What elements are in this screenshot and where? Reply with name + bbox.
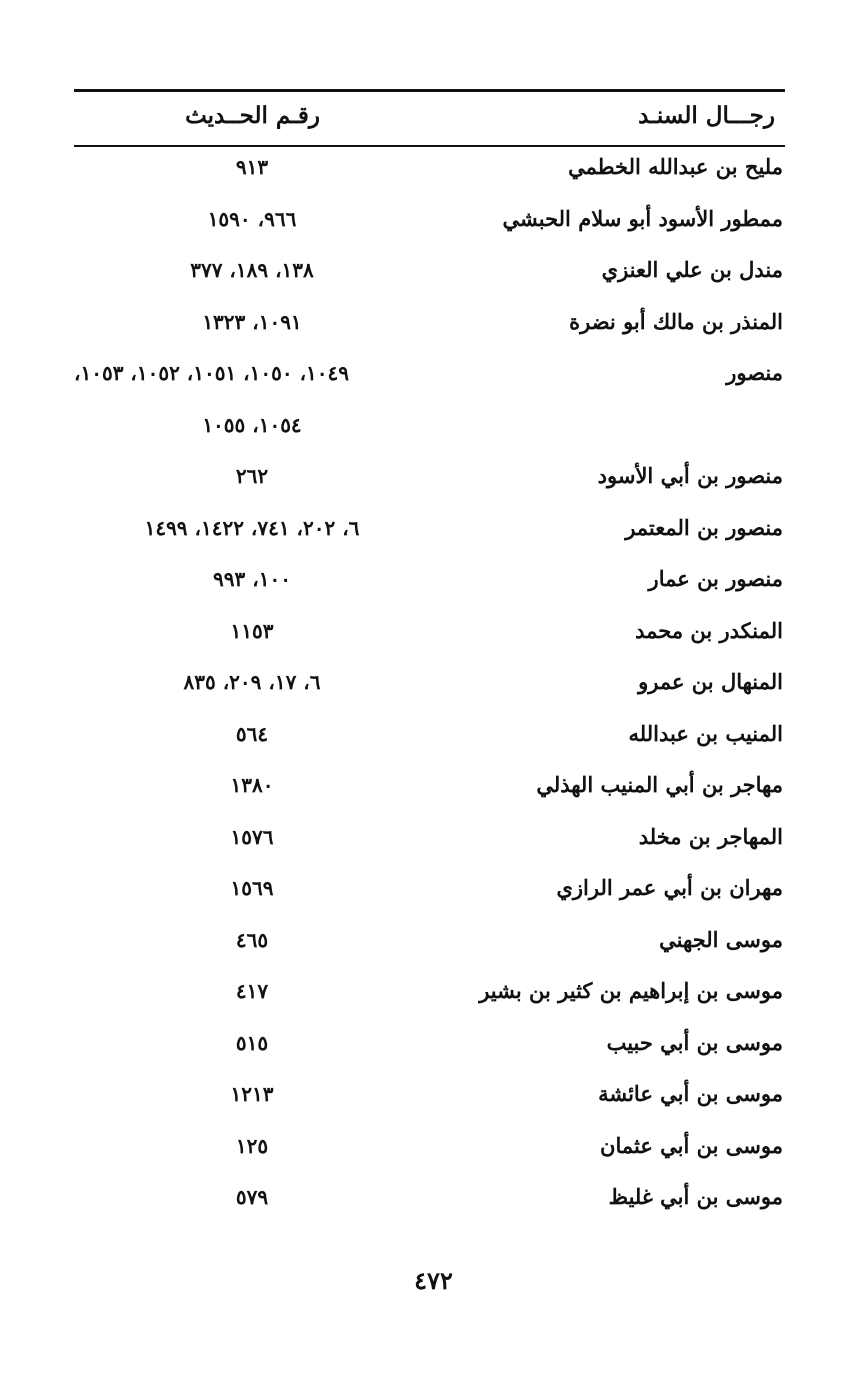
narrator-name: منصور xyxy=(726,360,783,385)
hadith-numbers: ٥١٥ xyxy=(235,1030,269,1055)
narrator-name: مندل بن علي العنزي xyxy=(601,257,783,282)
table-row xyxy=(74,816,785,868)
hadith-numbers: ٥٧٩ xyxy=(235,1185,269,1209)
narrators-column-header: رجـــال السنـد xyxy=(638,102,775,129)
narrator-name: مهران بن أبي عمر الرازي xyxy=(556,875,783,900)
hadith-numbers: ١١٥٣ xyxy=(230,618,274,643)
narrator-name: منصور بن عمار xyxy=(648,566,783,591)
hadith-numbers: ٩٦٦، ١٥٩٠ xyxy=(207,206,297,231)
table-row xyxy=(74,764,785,816)
table-row xyxy=(74,919,785,971)
table-row xyxy=(74,970,785,1022)
narrator-name: المنيب بن عبدالله xyxy=(628,720,783,746)
table-row xyxy=(74,1176,785,1228)
page-number: ٤٧٢ xyxy=(414,1266,453,1295)
narrator-name: موسى بن أبي غليظ xyxy=(608,1184,783,1209)
table-header xyxy=(74,96,785,142)
table-row xyxy=(74,558,785,610)
narrator-name: المنذر بن مالك أبو نضرة xyxy=(569,308,783,334)
table-row xyxy=(74,1073,785,1125)
hadith-numbers: ٥٦٤ xyxy=(235,721,269,746)
index-table xyxy=(74,146,785,1228)
narrator-name: مهاجر بن أبي المنيب الهذلي xyxy=(536,772,783,797)
hadith-numbers: ٤١٧ xyxy=(235,979,269,1003)
top-rule xyxy=(74,89,785,92)
table-row xyxy=(74,610,785,662)
narrator-name: موسى بن أبي حبيب xyxy=(606,1029,783,1055)
narrator-name: منصور بن المعتمر xyxy=(625,514,783,540)
narrator-name: موسى بن أبي عثمان xyxy=(600,1132,783,1158)
hadith-numbers: ٦، ٢٠٢، ٧٤١، ١٤٢٢، ١٤٩٩ xyxy=(144,515,360,540)
narrator-name: المنهال بن عمرو xyxy=(638,669,783,694)
hadith-numbers: ١٣٨، ١٨٩، ٣٧٧ xyxy=(190,258,314,282)
table-row xyxy=(74,404,785,456)
narrator-name: ممطور الأسود أبو سلام الحبشي xyxy=(502,205,783,231)
hadith-numbers: ١٢١٣ xyxy=(230,1082,274,1106)
table-row xyxy=(74,661,785,713)
narrator-name: منصور بن أبي الأسود xyxy=(597,463,783,488)
hadith-numbers: ٩١٣ xyxy=(235,155,269,179)
table-row xyxy=(74,867,785,919)
table-row xyxy=(74,198,785,250)
hadith-numbers: ١٠٩١، ١٣٢٣ xyxy=(202,309,302,334)
hadith-numbers: ١٠٤٩، ١٠٥٠، ١٠٥١، ١٠٥٢، ١٠٥٣، xyxy=(74,361,349,385)
hadith-numbers: ٦، ١٧، ٢٠٩، ٨٣٥ xyxy=(183,670,321,694)
hadith-numbers: ١٥٧٦ xyxy=(230,824,274,849)
table-row xyxy=(74,455,785,507)
narrator-name: موسى بن إبراهيم بن كثير بن بشير xyxy=(479,978,783,1003)
narrator-name: المهاجر بن مخلد xyxy=(638,823,783,849)
table-row xyxy=(74,301,785,353)
table-row xyxy=(74,146,785,198)
table-row xyxy=(74,249,785,301)
table-row xyxy=(74,507,785,559)
hadith-number-column-header: رقـم الحــديث xyxy=(185,102,320,129)
hadith-numbers: ١٣٨٠ xyxy=(230,773,274,797)
narrator-name: مليح بن عبدالله الخطمي xyxy=(568,154,783,179)
narrator-name: موسى الجهني xyxy=(659,926,783,952)
table-row xyxy=(74,1022,785,1074)
hadith-numbers: ١٥٦٩ xyxy=(230,876,274,900)
hadith-numbers: ١٢٥ xyxy=(235,1133,269,1158)
table-row xyxy=(74,1125,785,1177)
hadith-numbers: ١٠٠، ٩٩٣ xyxy=(213,567,291,591)
table-row xyxy=(74,352,785,404)
hadith-numbers: ٢٦٢ xyxy=(235,464,269,488)
hadith-numbers: ١٠٥٤، ١٠٥٥ xyxy=(202,412,302,437)
narrator-name: موسى بن أبي عائشة xyxy=(598,1081,783,1106)
hadith-numbers: ٤٦٥ xyxy=(235,927,269,952)
narrator-name: المنكدر بن محمد xyxy=(635,617,783,643)
table-row xyxy=(74,713,785,765)
